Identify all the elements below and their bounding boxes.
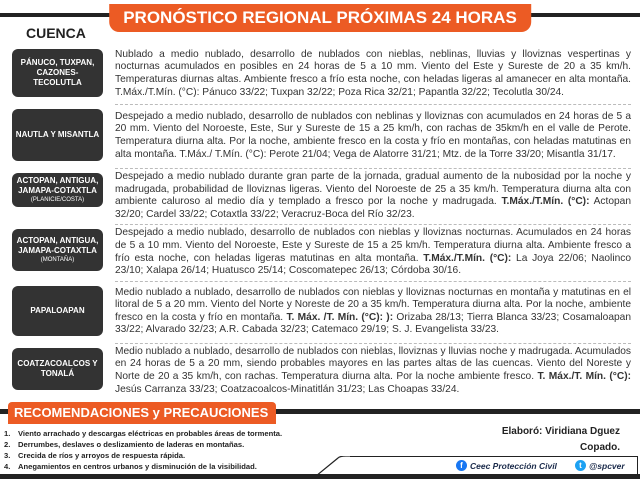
region-forecast: Despejado a medio nublado, desarrollo de nublados con neblinas y lloviznas con acumulados en 24 horas de 5 a 20 mm. Viento del Noroeste, Este, Sur y Sureste de 15 a 25 km/h, con rachas de 35km/h en el valle de Perote. Temperatura diurna alta. Por la noche, ambiente fresco en la costa y frío en montañas, con heladas matutinas en alta montaña. T.Máx./ T.Mín. (°C): Perote 21/04; Vega de Alatorre 31/21; Mtz. de la Torre 33/20; Misantla 31/17. [115, 110, 631, 160]
recommendations-list [4, 428, 282, 472]
region-row [0, 282, 640, 344]
region-row [0, 225, 640, 281]
region-forecast: Medio nublado a nublado, desarrollo de nublados con nieblas y lloviznas nocturnas en montaña y matutinas en el litoral de 5 a 20 mm. Viento del Norte y Noreste de 20 a 35 km/h. Temperatura diurna alta. Por la noche, ambiente fresco en la costa y frío en montaña. T. Máx. /T. Mín. (°C): ): Orizaba 28/13; Tierra Blanca 33/23; Cosamaloapan 33/22; Alvarado 32/23; A.R. Cabada 32/23; Catemaco 29/19; S. J. Evangelista 33/23. [115, 286, 631, 336]
region-forecast: Medio nublado a nublado, desarrollo de nublados con nieblas, lloviznas y lluvias noche y madrugada. Acumulados en 24 horas de 5 a 20 mm, siendo probables mayores en las partes altas de las cuencas. Viento del Noreste y Norte de 20 a 35 km/h, con rachas. Temperatura diurna alta. Por la noche ambiente fresco. T. Máx./T. Mín. (°C): Jesús Carranza 33/23; Coatzacoalcos-Minatitlán 31/23; Las Choapas 33/24. [115, 345, 631, 395]
list-item: 2. Derrumbes, deslaves o deslizamiento de laderas en montañas. [4, 440, 245, 450]
footer-rule [0, 474, 640, 479]
region-label: PÁNUCO, TUXPAN, CAZONES-TECOLUTLA [12, 49, 103, 97]
region-row [0, 45, 640, 105]
region-label: PAPALOAPAN [12, 286, 103, 336]
cuenca-heading: CUENCA [26, 25, 86, 41]
recommendations-section [0, 402, 640, 482]
region-label: COATZACOALCOS Y TONALÁ [12, 348, 103, 390]
twitter-icon: t [575, 460, 586, 471]
region-label: ACTOPAN, ANTIGUA, JAMAPA-COTAXTLA (PLANICIE/COSTA) [12, 173, 103, 207]
recommendations-title: RECOMENDACIONES y PRECAUCIONES [8, 402, 276, 424]
region-row [0, 344, 640, 400]
twitter-link[interactable]: t @spcver [575, 460, 625, 471]
forecast-list [0, 45, 640, 400]
region-forecast: Despejado a medio nublado, desarrollo de nublados con nieblas y lloviznas nocturnas. Acumulados en 24 horas de 5 a 10 mm. Viento del Noroeste, Este y Sureste de 15 a 25 km/h. Temperatura diurna alta. Ambiente fresco a frío esta noche, con heladas ligeras matutinas en alta montaña. T.Máx./T.Mín. (°C): La Joya 22/06; Naolinco 23/10; Xalapa 26/14; Huatusco 25/14; Coscomatepec 26/13; Córdoba 30/16. [115, 227, 632, 277]
region-forecast: Despejado a medio nublado durante gran parte de la jornada, gradual aumento de la nubosidad por la noche y madrugada, probabilidad de lloviznas ligeras. Viento del Noroeste de 25 a 35 km/h. Temperatura diurna alta con ambiente caluroso al medio día y templado a fresco por la noche y madrugada. T.Máx./T.Mín. (°C): Actopan 32/20; Cardel 33/22; Cotaxtla 33/22; Veracruz-Boca del Río 32/23. [115, 171, 631, 220]
author: Elaboró: Viridiana Dguez Copado. [501, 426, 620, 454]
facebook-icon: f [456, 460, 467, 471]
list-item: 1. Viento arrachado y descargas eléctricas en probables áreas de tormenta. [4, 429, 283, 439]
region-label: ACTOPAN, ANTIGUA, JAMAPA-COTAXTLA (MONTAÑA) [12, 229, 103, 271]
region-forecast: Nublado a medio nublado, desarrollo de nublados con nieblas, neblinas, lluvias y lloviznas vespertinas y nocturnas acumulados en posibles en 24 horas de 5 a 10 mm. Viento del Este y Sureste de 20 a 35 km/h. Temperaturas diurnas altas. Ambiente fresco a frío esta noche, con heladas ligeras al amanecer en alta montaña. T.Máx./T.Mín. (°C): Pánuco 33/22; Tuxpan 32/22; Poza Rica 32/21; Papantla 32/22; Tecolutla 30/24. [115, 48, 631, 98]
region-row [0, 169, 640, 225]
region-label: NAUTLA Y MISANTLA [12, 109, 103, 161]
header [0, 0, 640, 45]
list-item: 4. Anegamientos en centros urbanos y disminución de la visibilidad. [4, 462, 257, 472]
list-item: 3. Crecida de ríos y arroyos de respuesta rápida. [4, 451, 186, 461]
facebook-link[interactable]: f Ceec Protección Civil [456, 460, 557, 471]
page-title: PRONÓSTICO REGIONAL PRÓXIMAS 24 HORAS [109, 4, 531, 32]
region-row [0, 105, 640, 169]
